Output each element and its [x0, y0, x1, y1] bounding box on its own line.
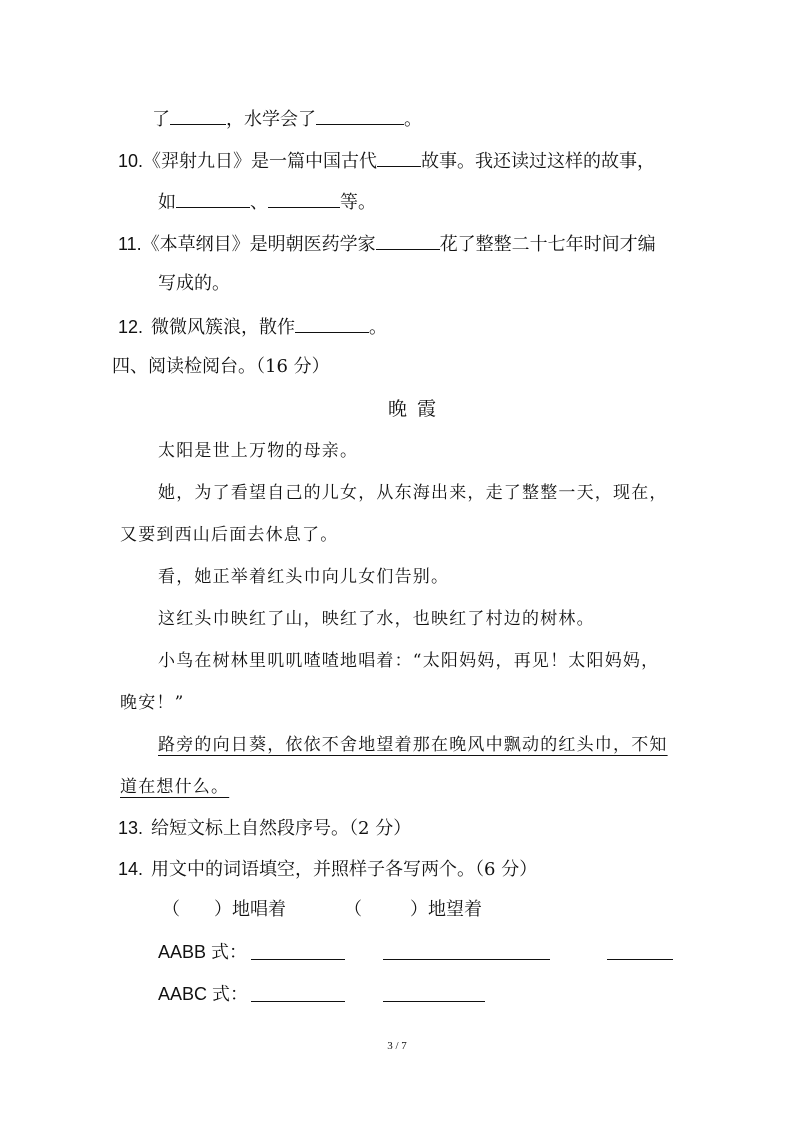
q10-blank-3[interactable]	[268, 189, 340, 208]
q10-text-a: 《羿射九日》是一篇中国古代	[143, 151, 378, 172]
q14-paren-close-1: ）	[214, 899, 232, 920]
q14-paren-open-1: （	[162, 899, 180, 920]
q12-text-b: 。	[369, 317, 388, 338]
q14-fill-word-1: 地唱着	[232, 899, 286, 920]
q10-text-c: 如	[158, 192, 176, 213]
q14-number: 14.	[118, 859, 144, 879]
q12-blank-1[interactable]	[295, 314, 369, 333]
q14-fill-row	[162, 898, 482, 922]
passage-paragraph-1: 太阳是世上万物的母亲。	[158, 441, 359, 461]
q14-aabc-label: AABC 式：	[158, 984, 249, 1004]
q13-number: 13.	[118, 818, 144, 838]
q14-line	[118, 857, 537, 882]
q9-text-a: 了	[152, 109, 170, 130]
q12-text-a: 微微风簇浪，散作	[151, 317, 296, 338]
page-number: 3 / 7	[387, 1040, 407, 1052]
q11-text-b: 花了整整二十七年时间才编	[439, 234, 656, 255]
q10-number: 10.	[118, 151, 144, 171]
q11-text-a: 《本草纲目》是明朝医药学家	[141, 234, 376, 255]
q14-aabb-label: AABB 式：	[158, 942, 248, 962]
q9-blank-1[interactable]	[170, 106, 226, 125]
q10-line-2	[158, 189, 376, 215]
passage-paragraph-3: 看，她正举着红头巾向儿女们告别。	[158, 567, 450, 587]
q9-text-c: 。	[404, 109, 422, 130]
q14-paren-open-2: （	[344, 899, 362, 920]
q10-blank-2[interactable]	[176, 189, 250, 208]
q11-number: 11.	[118, 234, 142, 254]
passage-paragraph-6-line-2: 道在想什么。	[120, 777, 230, 797]
q12-number: 12.	[118, 317, 144, 337]
section-4-heading: 四、阅读检阅台。（16 分）	[112, 356, 330, 377]
q14-aabb-blank-2[interactable]	[383, 959, 550, 960]
passage-title: 晚 霞	[388, 398, 439, 420]
q14-paren-close-2: ）	[410, 899, 428, 920]
q10-line-1	[118, 148, 655, 174]
passage-paragraph-4: 这红头巾映红了山，映红了水，也映红了村边的树林。	[158, 609, 595, 629]
passage-paragraph-2-line-1: 她，为了看望自己的儿女，从东海出来，走了整整一天，现在，	[158, 483, 668, 503]
q14-aabc-blank-2[interactable]	[383, 1001, 485, 1002]
passage-paragraph-2-line-2: 又要到西山后面去休息了。	[120, 525, 339, 545]
q14-aabb-blank-1[interactable]	[251, 959, 345, 960]
q14-aabc-blank-1[interactable]	[251, 1001, 345, 1002]
q10-text-d: 、	[250, 192, 268, 213]
q10-blank-1[interactable]	[377, 148, 421, 167]
q10-text-b: 故事。我还读过这样的故事，	[421, 151, 656, 172]
q11-text-c: 写成的。	[158, 273, 230, 294]
q9-continuation	[152, 106, 422, 132]
q14-aabb-blank-3[interactable]	[607, 959, 673, 960]
q9-text-b: ，水学会了	[226, 109, 316, 130]
q13-text: 给短文标上自然段序号。（2 分）	[151, 818, 412, 839]
q10-text-e: 等。	[340, 192, 376, 213]
q11-blank-1[interactable]	[376, 231, 440, 250]
passage-paragraph-5-line-1: 小鸟在树林里叽叽喳喳地唱着：“太阳妈妈，再见！太阳妈妈，	[158, 651, 660, 671]
passage-paragraph-6-line-1: 路旁的向日葵，依依不舍地望着那在晚风中飘动的红头巾，不知	[158, 735, 668, 755]
passage-paragraph-5-line-2: 晚安！”	[120, 693, 185, 713]
q14-text: 用文中的词语填空，并照样子各写两个。（6 分）	[151, 859, 538, 880]
q11-line-1	[118, 231, 656, 257]
q12-line	[118, 314, 387, 340]
q11-line-2	[158, 272, 230, 296]
q9-blank-2[interactable]	[316, 106, 404, 125]
q13-line	[118, 816, 411, 841]
q14-fill-word-2: 地望着	[428, 899, 482, 920]
